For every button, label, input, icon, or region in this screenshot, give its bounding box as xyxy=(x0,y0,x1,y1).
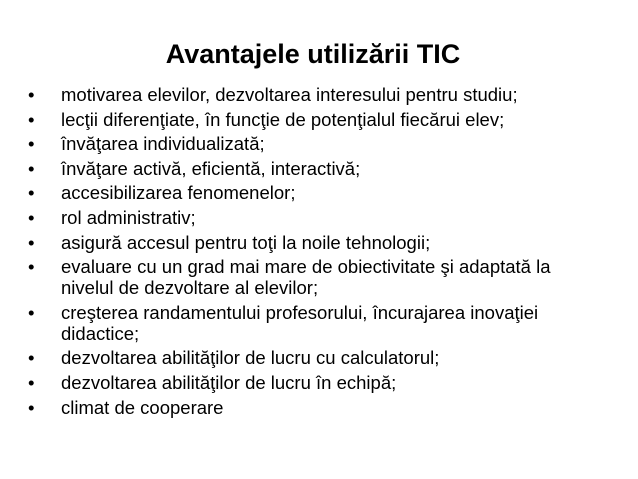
list-item-text: rol administrativ; xyxy=(61,206,196,228)
bullet-icon: • xyxy=(28,301,35,323)
list-item-text: accesibilizarea fenomenelor; xyxy=(61,182,296,204)
list-item-text: învăţarea individualizată; xyxy=(61,133,265,155)
list-item-text: lecţii diferenţiate, în funcţie de potenţialul fiecărui elev; xyxy=(61,108,505,130)
bullet-icon: • xyxy=(28,206,35,228)
list-item-text: asigură accesul pentru toţi la noile tehnologii; xyxy=(61,231,431,253)
bullet-icon: • xyxy=(28,84,35,105)
list-item-text: dezvoltarea abilităţilor de lucru în echipă; xyxy=(61,371,397,393)
list-item-text: creşterea randamentului profesorului, încurajarea inovaţiei didactice; xyxy=(61,301,539,344)
list-item-text: motivarea elevilor, dezvoltarea interesului pentru studiu; xyxy=(61,84,518,105)
list-item xyxy=(28,182,628,203)
list-item xyxy=(28,207,628,228)
list-item xyxy=(28,372,628,393)
bullet-icon: • xyxy=(28,182,35,204)
list-item xyxy=(28,232,628,253)
bullet-list xyxy=(28,84,628,421)
bullet-icon: • xyxy=(28,133,35,155)
list-item xyxy=(28,302,628,344)
list-item-text: învăţare activă, eficientă, interactivă; xyxy=(61,157,361,179)
bullet-icon: • xyxy=(28,157,35,179)
list-item xyxy=(28,84,628,105)
list-item-text: dezvoltarea abilităţilor de lucru cu calculatorul; xyxy=(61,347,440,369)
list-item xyxy=(28,133,628,154)
bullet-icon: • xyxy=(28,347,35,369)
list-item xyxy=(28,397,628,418)
list-item-text: climat de cooperare xyxy=(61,396,224,418)
list-item xyxy=(28,256,628,298)
bullet-icon: • xyxy=(28,371,35,393)
list-item xyxy=(28,347,628,368)
bullet-icon: • xyxy=(28,231,35,253)
list-item xyxy=(28,158,628,179)
bullet-icon: • xyxy=(28,256,35,278)
bullet-icon: • xyxy=(28,108,35,130)
list-item-text: evaluare cu un grad mai mare de obiectivitate şi adaptată la nivelul de dezvoltare al elevilor; xyxy=(61,256,551,299)
list-item xyxy=(28,109,628,130)
slide-title: Avantajele utilizării TIC xyxy=(165,39,461,69)
bullet-icon: • xyxy=(28,396,35,418)
